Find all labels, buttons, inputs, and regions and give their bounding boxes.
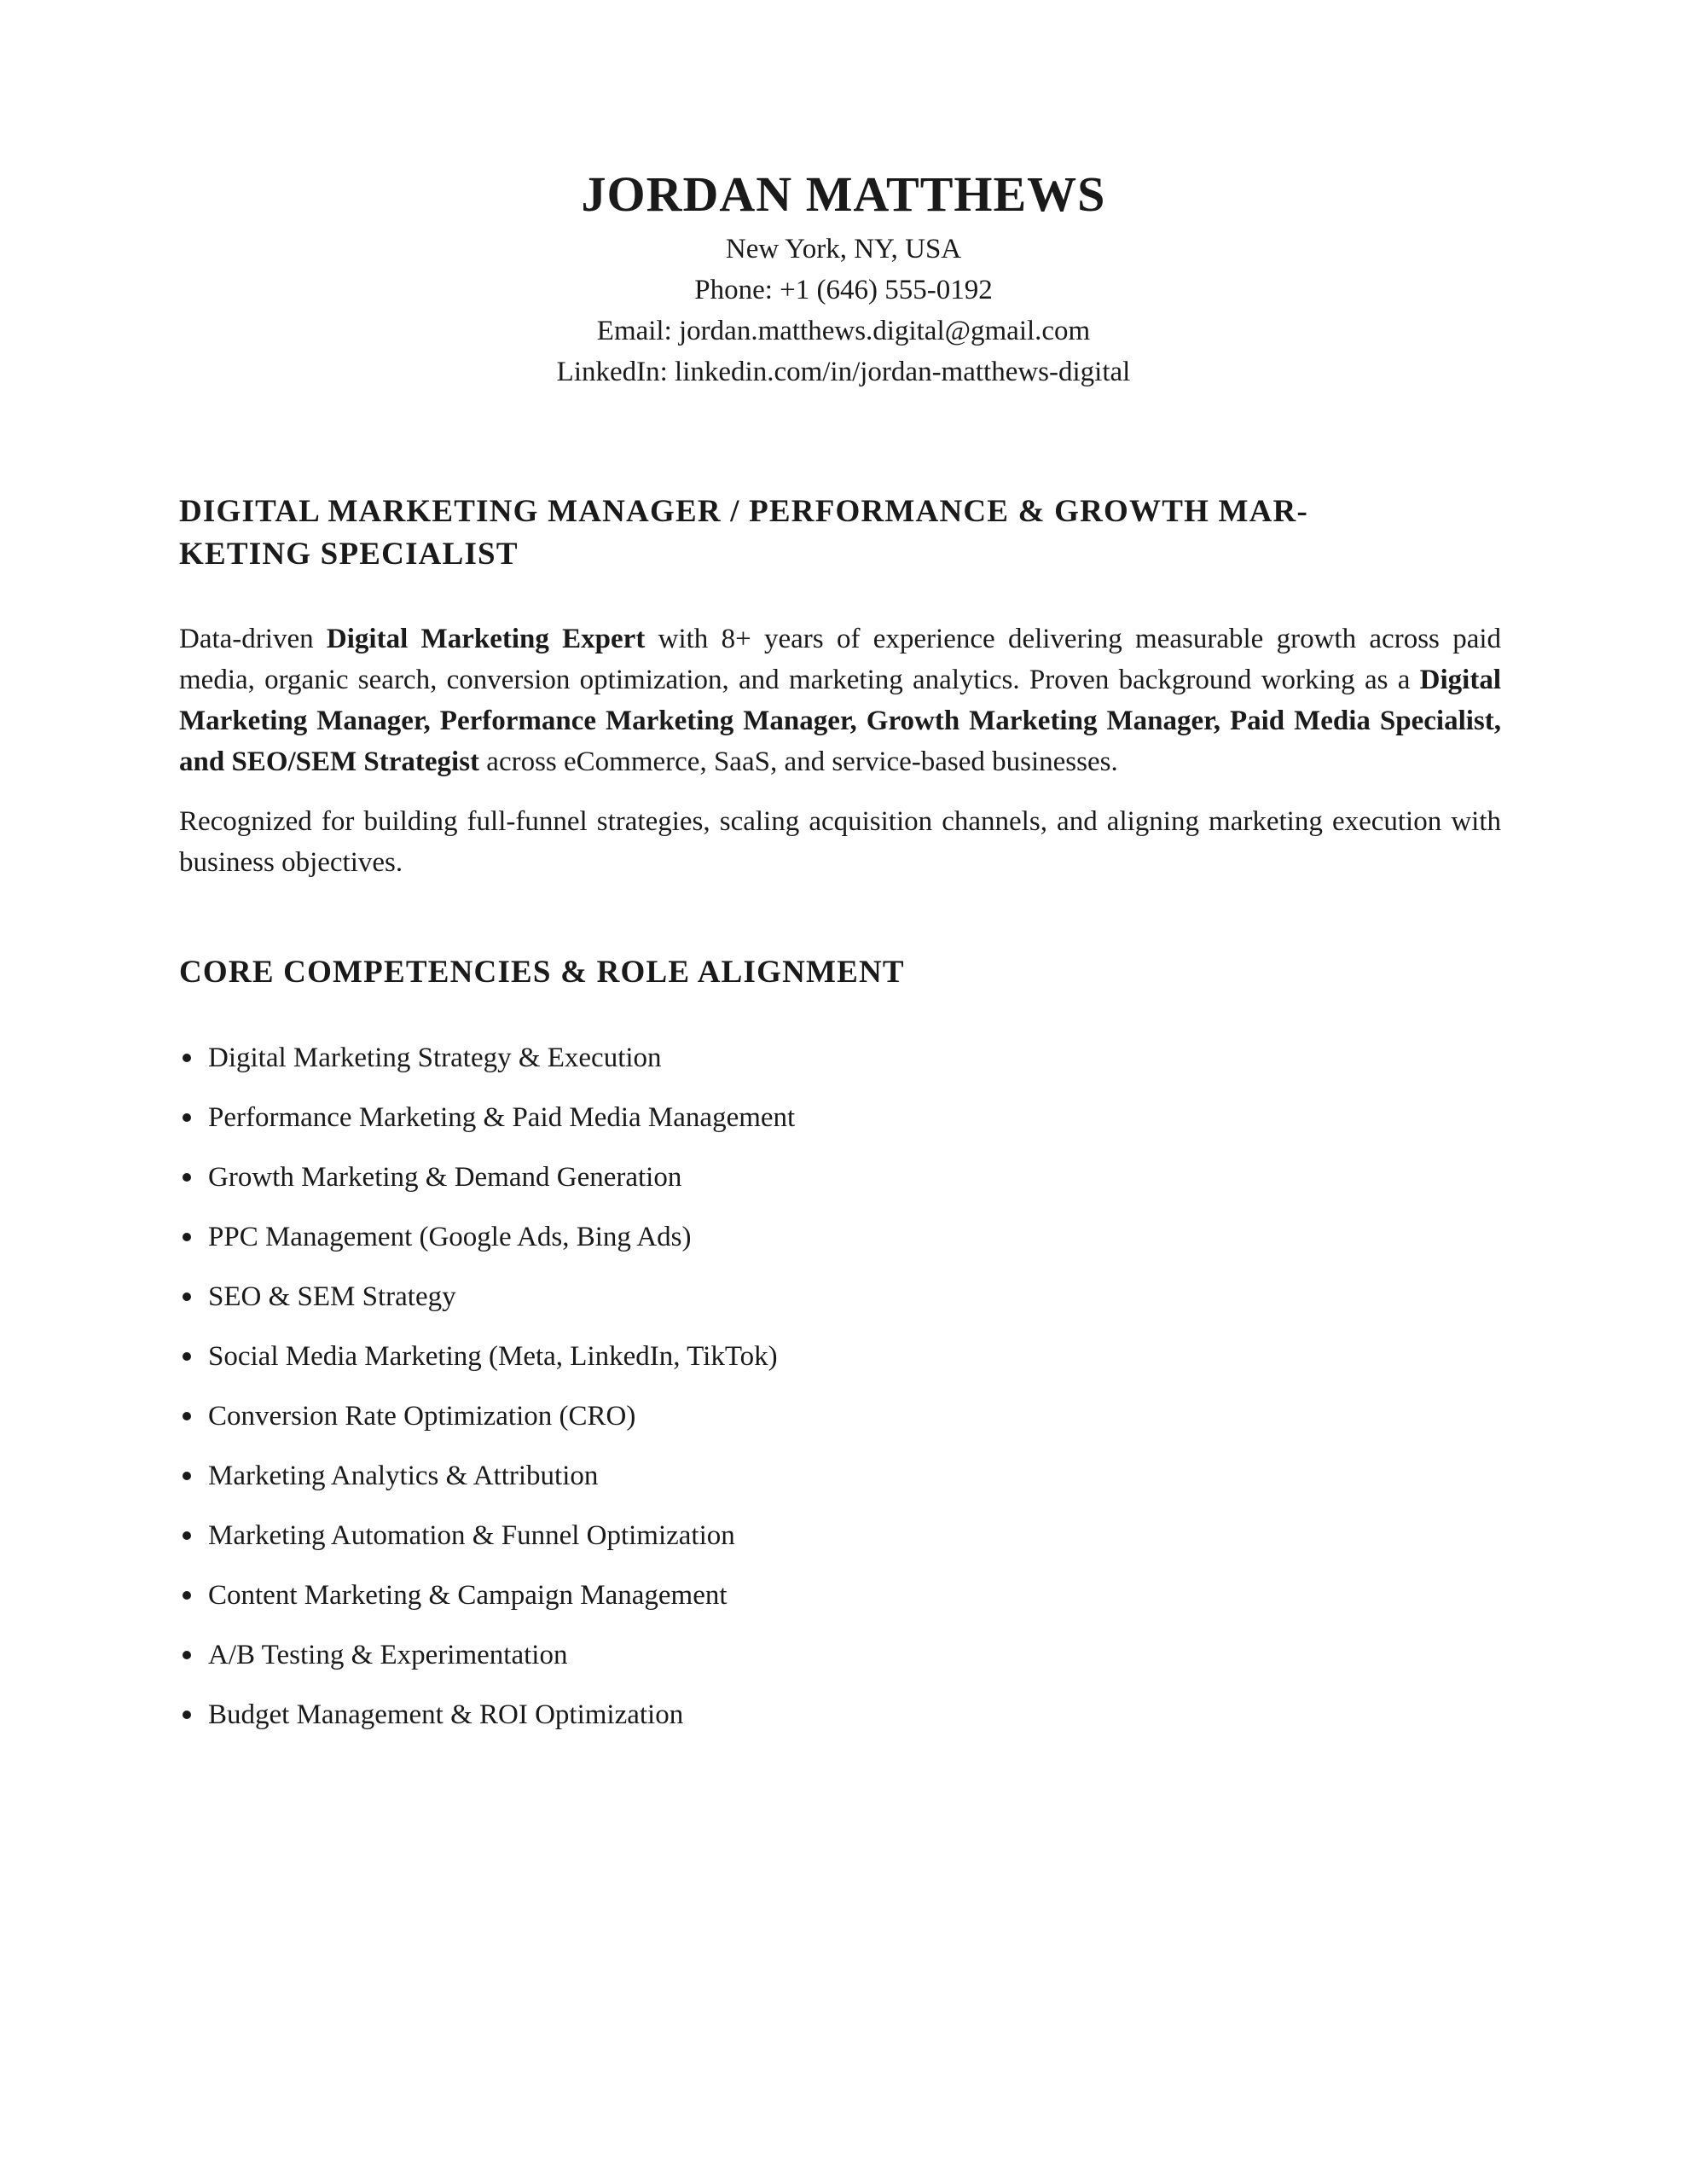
list-item: [179, 1038, 1501, 1077]
list-item-label: Budget Management & ROI Optimization: [208, 1699, 684, 1730]
list-item: [179, 1576, 1501, 1615]
headline-title: [179, 491, 1501, 576]
list-item-label: Marketing Automation & Funnel Optimization: [208, 1520, 735, 1551]
bullet-icon: [183, 1711, 191, 1719]
summary-text: Data-driven: [179, 624, 327, 654]
list-item-label: PPC Management (Google Ads, Bing Ads): [208, 1222, 692, 1252]
list-item: [179, 1635, 1501, 1675]
bullet-icon: [183, 1412, 191, 1420]
list-item: [179, 1217, 1501, 1257]
list-item-label: Digital Marketing Strategy & Execution: [208, 1043, 662, 1073]
list-item: [179, 1158, 1501, 1197]
list-item: [179, 1456, 1501, 1496]
competencies-title: CORE COMPETENCIES & ROLE ALIGNMENT: [179, 955, 905, 990]
candidate-name: JORDAN MATTHEWS: [581, 166, 1106, 222]
bullet-icon: [183, 1233, 191, 1241]
competencies-list: [179, 1038, 1501, 1734]
bullet-icon: [183, 1113, 191, 1122]
resume-body: [179, 491, 1501, 1755]
headline-line-1: DIGITAL MARKETING MANAGER / PERFORMANCE & GROWTH MAR-: [179, 494, 1308, 529]
list-item: [179, 1695, 1501, 1734]
list-item-label: Conversion Rate Optimization (CRO): [208, 1401, 636, 1432]
bullet-icon: [183, 1651, 191, 1659]
summary-bold-roles: Digital Marketing Manager, Performance Marketing Manager, Growth Marketing Manager, Paid Media Specialist, and SEO/SEM Strategist: [179, 665, 1501, 777]
list-item: [179, 1397, 1501, 1436]
bullet-icon: [183, 1173, 191, 1182]
email-text: Email: jordan.matthews.digital@gmail.com: [596, 316, 1091, 346]
linkedin-text: LinkedIn: linkedin.com/in/jordan-matthews-digital: [556, 357, 1131, 387]
list-item-label: Marketing Analytics & Attribution: [208, 1461, 599, 1491]
list-item-label: Social Media Marketing (Meta, LinkedIn, TikTok): [208, 1341, 778, 1372]
location-text: New York, NY, USA: [725, 234, 962, 264]
list-item-label: SEO & SEM Strategy: [208, 1281, 456, 1312]
summary-paragraph-2: Recognized for building full-funnel strategies, scaling acquisition channels, and aligning marketing execution with business objectives.: [179, 806, 1501, 878]
list-item-label: Growth Marketing & Demand Generation: [208, 1162, 682, 1193]
resume-header: [0, 160, 1687, 392]
summary-text: with 8+ years of experience delivering measurable growth across paid media, organic search, conversion optimization, and marketing analytics. Proven background working as a: [179, 624, 1502, 695]
list-item: [179, 1337, 1501, 1376]
phone-text: Phone: +1 (646) 555-0192: [694, 275, 993, 305]
bullet-icon: [183, 1352, 191, 1361]
list-item: [179, 1277, 1501, 1316]
list-item-label: Performance Marketing & Paid Media Management: [208, 1102, 796, 1133]
summary-paragraph-1: [179, 619, 1501, 782]
bullet-icon: [183, 1472, 191, 1480]
list-item-label: A/B Testing & Experimentation: [208, 1640, 568, 1670]
bullet-icon: [183, 1591, 191, 1600]
list-item: [179, 1516, 1501, 1555]
list-item: [179, 1098, 1501, 1137]
summary-text: across eCommerce, SaaS, and service-based businesses.: [479, 746, 1118, 777]
bullet-icon: [183, 1531, 191, 1540]
summary-section: [179, 619, 1501, 883]
headline-line-2: KETING SPECIALIST: [179, 537, 519, 572]
bullet-icon: [183, 1292, 191, 1301]
summary-bold-title: Digital Marketing Expert: [326, 624, 646, 654]
bullet-icon: [183, 1054, 191, 1062]
list-item-label: Content Marketing & Campaign Management: [208, 1580, 728, 1611]
